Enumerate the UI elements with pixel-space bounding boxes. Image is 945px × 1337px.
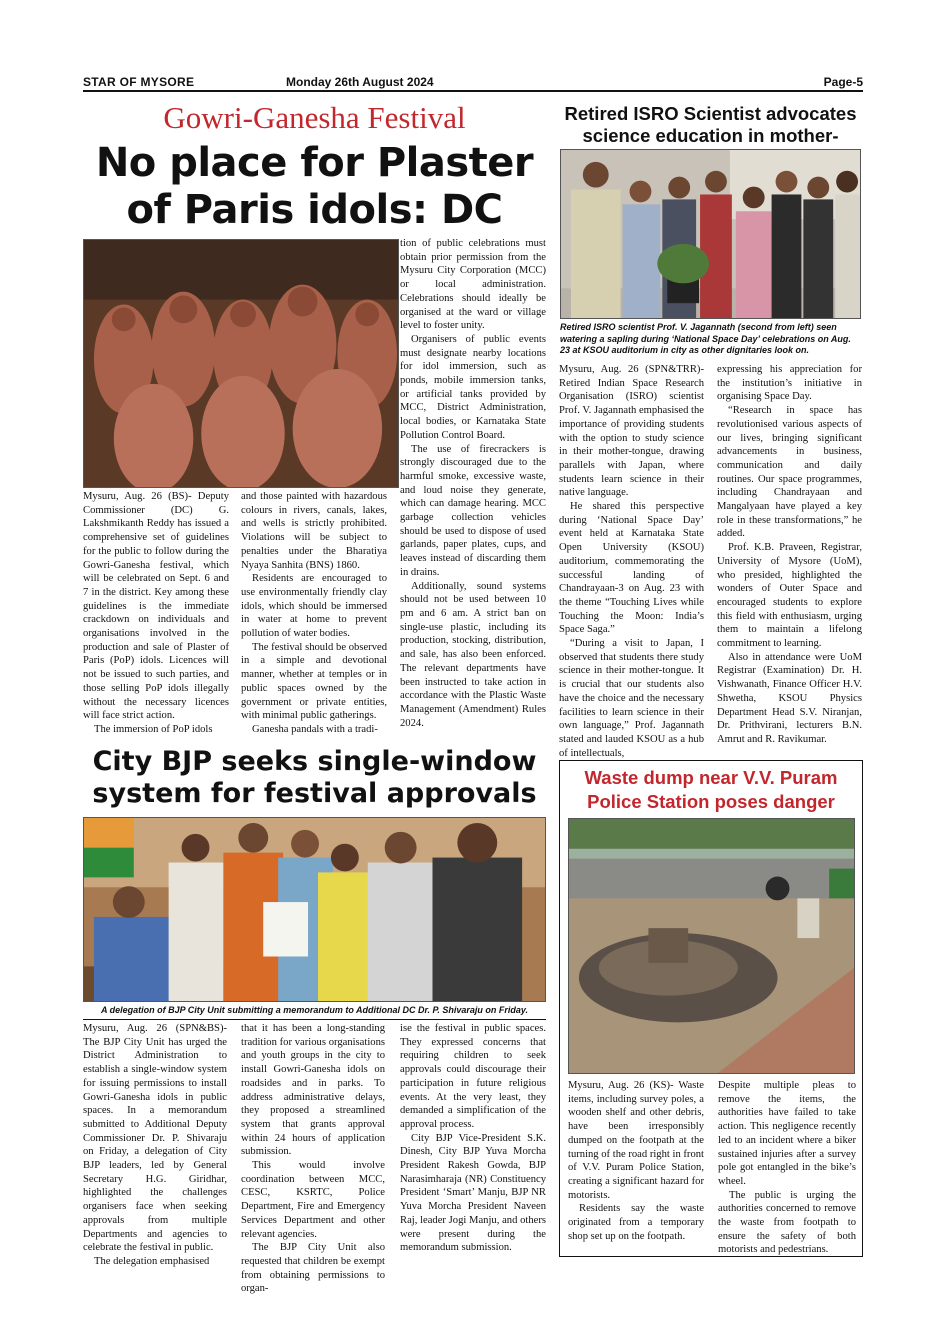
paragraph: Mysuru, Aug. 26 (SPN&TRR)- Retired Indian Space Research Organisation (ISRO) scientist Prof. V. Jagannath emphasised the importance of providing students with the option to study science in their mother-tongue, drawing parallels with Japan, where students learn science in their native language. bbox=[559, 364, 704, 499]
paragraph: that it has been a long-standing tradition for various organisations and youth groups in the city to install Gowri-Ganesha idols on roadsides and in parks. To address administrative delays, they proposed a streamlined system that grants approval within 24 hours of application submission. bbox=[241, 1023, 385, 1158]
paragraph: He shared this perspective during ‘National Space Day’ event held at Karnataka State Open University (KSOU) auditorium, commemorating the successful landing of Chandrayaan-3 on Aug. 23 with the theme “Touching Lives while Touching the Moon: India’s Space Saga.” bbox=[559, 501, 704, 636]
paragraph: The BJP City Unit also requested that children be exempt from obtaining permissions to organ- bbox=[241, 1242, 385, 1295]
paragraph: “Research in space has revolutionised various aspects of our lives, bringing significant advancements in business, communication and daily routines. Our space programmes, including Chandrayaan and Mangalyaan have played a key role in these transformations,” he added. bbox=[717, 405, 862, 540]
paragraph: Residents say the waste originated from a temporary shop set up on the footpath. bbox=[568, 1203, 704, 1242]
story1-headline-line2: of Paris idols: DC bbox=[126, 187, 503, 233]
story3-column-2 bbox=[241, 1022, 385, 1296]
ganesha-idols-photo bbox=[83, 239, 399, 488]
issue-date: Monday 26th August 2024 bbox=[286, 75, 434, 89]
paragraph: Mysuru, Aug. 26 (SPN&BS)- The BJP City Unit has urged the District Administration to establish a single-window system for issuing permissions to install Gowri-Ganesha idols in public spaces. In a memorandum submitted to Additional Deputy Commissioner Dr. P. Shivaraju on Friday, a delegation of City BJP leaders, led by General Secretary H.G. Giridhar, highlighted the challenges organisers face when seeking approvals from multiple Departments and agencies to celebrate the festival in public. bbox=[83, 1023, 227, 1254]
story3-headline-line1: City BJP seeks single-window bbox=[92, 746, 537, 777]
paragraph: expressing his appreciation for the institution’s initiative in organising Space Day. bbox=[717, 364, 862, 403]
paragraph: ise the festival in public spaces. They expressed concerns that requiring children to seek approvals could discourage their participation in future religious events. At the very least, they demanded a simplification of the approval process. bbox=[400, 1023, 546, 1130]
story1-column-2 bbox=[241, 490, 387, 737]
story1-column-3 bbox=[400, 237, 546, 730]
paragraph: The immersion of PoP idols bbox=[94, 723, 213, 735]
paragraph: Despite multiple pleas to remove the items, the authorities have failed to take action. This negligence recently led to an incident where a biker sustained injuries after a survey pole got entangled in the bike’s wheel. bbox=[718, 1080, 856, 1187]
paragraph: Mysuru, Aug. 26 (KS)- Waste items, including survey poles, a wooden shelf and other debris, have been irresponsibly dumped on the footpath at the turning of the road right in front of V.V. Puram Police Station, creating a significant hazard for motorists. bbox=[568, 1080, 704, 1201]
paragraph: Prof. K.B. Praveen, Registrar, University of Mysore (UoM), who presided, highlighted the wonders of Outer Space and encouraged students to explore this field with enthusiasm, urging them to maintain a lifelong commitment to learning. bbox=[717, 542, 862, 650]
story4-headline bbox=[560, 766, 862, 814]
paragraph: The public is urging the authorities concerned to remove the waste from footpath to ensure the safety of both motorists and pedestrians. bbox=[718, 1189, 856, 1256]
story2-column-2 bbox=[717, 363, 862, 747]
story4-headline-line1: Waste dump near V.V. Puram bbox=[584, 767, 838, 788]
story2-column-1 bbox=[559, 363, 704, 760]
bjp-delegation-photo bbox=[83, 817, 546, 1002]
story3-column-1 bbox=[83, 1022, 227, 1269]
story3-caption: A delegation of BJP City Unit submitting a memorandum to Additional DC Dr. P. Shivaraju on Friday. bbox=[83, 1005, 546, 1020]
story1-headline bbox=[83, 140, 546, 234]
paragraph: This would involve coordination between MCC, CESC, KSRTC, Police Department, Fire and Emergency Services Department and other relevant agencies. bbox=[241, 1160, 385, 1240]
story4-column-2 bbox=[718, 1079, 856, 1257]
paragraph: Additionally, sound systems should not be used between 10 pm and 6 am. A strict ban on single-use plastic, including its production, stocking, distribution, and sale, has also been enforced. The relevant departments have been instructed to take action in accordance with the Plastic Waste Management (Amendment) Rules 2024. bbox=[400, 580, 546, 729]
story2-headline-line2: science education in mother- bbox=[582, 125, 839, 146]
page-number: Page-5 bbox=[823, 75, 863, 89]
story4-headline-line2: Police Station poses danger bbox=[587, 791, 835, 812]
story2-headline-line1: Retired ISRO Scientist advocates bbox=[564, 103, 857, 124]
isro-event-photo bbox=[560, 149, 861, 319]
story1-kicker: Gowri-Ganesha Festival bbox=[163, 100, 466, 135]
paragraph: and those painted with hazardous colours in rivers, canals, lakes, and wells is strictly prohibited. Violations will be subject to penalties under the Bharatiya Nyaya Sanhita (BNS) 1860. bbox=[241, 491, 387, 571]
paragraph: The delegation emphasised bbox=[94, 1255, 210, 1267]
paragraph: Residents are encouraged to use environmentally friendly clay idols, which should be immersed in water at home to prevent pollution of water bodies. bbox=[241, 573, 387, 640]
story1-headline-line1: No place for Plaster bbox=[95, 140, 534, 186]
story1-column-1 bbox=[83, 490, 229, 737]
paragraph: Mysuru, Aug. 26 (BS)- Deputy Commissioner (DC) G. Lakshmikanth Reddy has issued a comprehensive set of guidelines for the public to follow during the Gowri-Ganesha festival, which will be celebrated on Sept. 6 and 7 in the district. Key among these guidelines is the immediate crackdown on individuals and organisations involved in the production and sale of Plaster of Paris (PoP) idols. Licences will not be issued to such parties, and those selling PoP idols illegally without the necessary licences will face strict action. bbox=[83, 491, 229, 722]
paragraph: “During a visit to Japan, I observed that students there study science in their mother-tongue. It is crucial that our students also have the choice and the necessary facilities to learn science in their own language,” Prof. Jagannath stated and lauded KSOU as a hub of intellectuals, bbox=[559, 638, 704, 759]
paragraph: Also in attendance were UoM Registrar (Examination) Dr. H. Vishwanath, Finance Officer H.V. Shwetha, KSOU Physics Department Head S.V. Niranjan, Dr. Prithvirani, lecturers B.N. Amrut and R. Ravikumar. bbox=[717, 651, 862, 745]
story4-column-1 bbox=[568, 1079, 704, 1243]
story2-caption: Retired ISRO scientist Prof. V. Jagannath (second from left) seen watering a sapling during ‘National Space Day’ celebrations on Aug. 23 at KSOU auditorium in city as other dignitaries look on. bbox=[560, 322, 851, 355]
story3-headline bbox=[83, 746, 546, 810]
paragraph: tion of public celebrations must obtain prior permission from the Mysuru City Corporation (MCC) or local administration. Celebrations should ideally be organised at the ward or village level to foster unity. bbox=[400, 238, 546, 332]
waste-dump-photo bbox=[568, 818, 855, 1074]
paragraph: Ganesha pandals with a tradi- bbox=[252, 723, 378, 735]
paragraph: The use of firecrackers is strongly discouraged due to the harmful smoke, excessive waste, and loud noise they generate, which can damage hearing. MCC garbage collection vehicles should be used to dispose of used garlands, paper plates, cups, and leaves instead of discarding them in drains. bbox=[400, 443, 546, 578]
paragraph: City BJP Vice-President S.K. Dinesh, City BJP Yuva Morcha President Rakesh Gowda, BJP Narasimharaja (NR) Constituency President ‘Smart’ Manju, BJP NR Yuva Morcha President Naveen Raj, leader Jogi Manju, and others were present during the memorandum submission. bbox=[400, 1132, 546, 1254]
publication-name: STAR OF MYSORE bbox=[83, 75, 195, 89]
story3-headline-line2: system for festival approvals bbox=[92, 778, 537, 809]
paragraph: Organisers of public events must designate nearby locations for idol immersion, such as ponds, mobile immersion tanks, or artificial tanks provided by MCC, District Administration, local bodies, or Karnataka State Pollution Control Board. bbox=[400, 333, 546, 441]
page-header bbox=[83, 74, 863, 92]
paragraph: The festival should be observed in a simple and devotional manner, whether at temples or in public spaces owned by the government or private entities, with minimal public gatherings. bbox=[241, 641, 387, 722]
story3-column-3 bbox=[400, 1022, 546, 1255]
